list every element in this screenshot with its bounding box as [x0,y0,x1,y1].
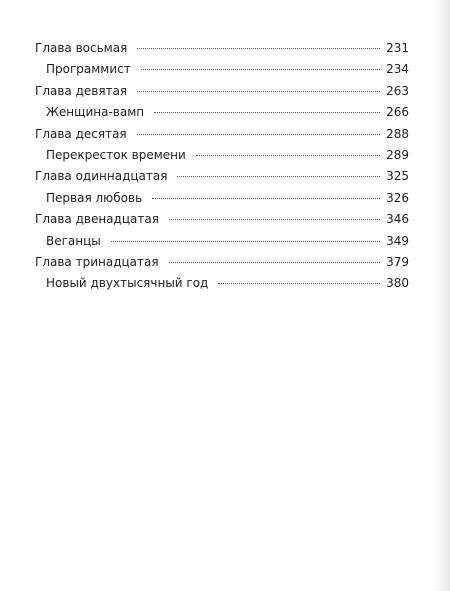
toc-entry-chapter-13[interactable] [35,252,409,273]
toc-entry-title: Перекресток времени [46,147,186,162]
toc-leader-dots [177,176,380,177]
page-edge-shadow [432,0,450,591]
toc-entry-title: Глава девятая [35,83,128,98]
toc-entry-section[interactable] [35,231,409,252]
toc-page-number: 325 [386,169,409,184]
toc-entry-section[interactable] [35,273,409,294]
toc-entry-section[interactable] [35,188,409,209]
toc-leader-dots [141,69,380,70]
toc-entry-chapter-8[interactable] [35,38,409,59]
toc-leader-dots [169,219,380,220]
toc-leader-dots [152,198,380,199]
toc-page-number: 346 [386,212,409,227]
toc-entry-section[interactable] [35,102,409,123]
toc-page-number: 379 [386,254,409,269]
toc-leader-dots [154,112,380,113]
toc-entry-chapter-11[interactable] [35,166,409,187]
toc-page-number: 288 [386,126,409,141]
toc-page-number: 234 [386,62,409,77]
toc-page-number: 349 [386,233,409,248]
toc-entry-chapter-12[interactable] [35,209,409,230]
toc-leader-dots [169,262,381,263]
toc-entry-title: Программист [46,62,131,77]
toc-entry-title: Глава одиннадцатая [35,169,168,184]
toc-entry-chapter-9[interactable] [35,81,409,102]
toc-leader-dots [111,241,380,242]
toc-entry-section[interactable] [35,145,409,166]
table-of-contents [35,38,409,295]
toc-leader-dots [137,134,380,135]
toc-entry-title: Первая любовь [46,190,143,205]
toc-leader-dots [218,283,380,284]
toc-entry-chapter-10[interactable] [35,124,409,145]
toc-entry-title: Глава восьмая [35,41,128,55]
toc-page-number: 231 [386,41,409,55]
toc-page-number: 266 [386,105,409,120]
toc-page-number: 326 [386,190,409,205]
toc-entry-title: Глава десятая [35,126,127,141]
toc-page-number: 289 [386,147,409,162]
toc-entry-title: Глава двенадцатая [35,212,159,227]
toc-entry-title: Веганцы [46,233,101,248]
toc-entry-title: Глава тринадцатая [35,254,159,269]
toc-entry-section[interactable] [35,59,409,80]
toc-entry-title: Новый двухтысячный год [46,276,209,291]
toc-page-number: 380 [386,276,409,291]
toc-leader-dots [137,91,380,92]
toc-leader-dots [137,48,380,49]
toc-entry-title: Женщина-вамп [46,105,145,120]
toc-leader-dots [196,155,380,156]
toc-page-number: 263 [386,83,409,98]
